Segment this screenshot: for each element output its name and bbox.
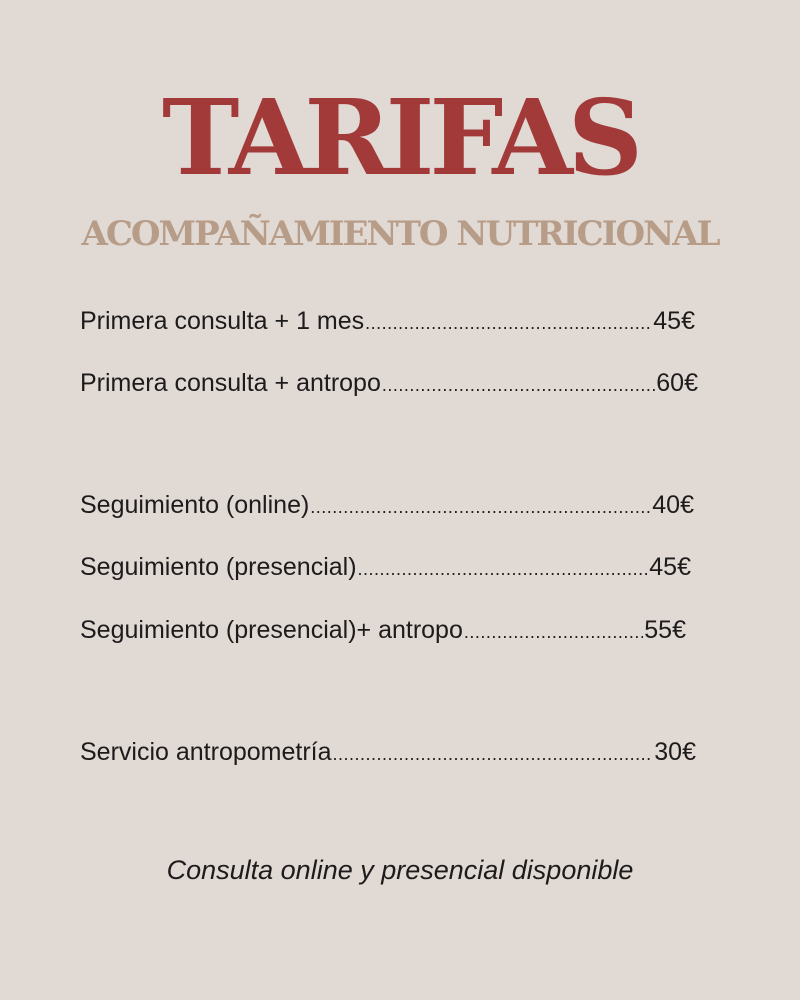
price-item-value: 45€: [653, 307, 695, 335]
price-item: [80, 359, 698, 399]
price-item-label: Seguimiento (presencial): [80, 553, 357, 581]
price-item: [80, 297, 695, 337]
price-item-value: 55€: [644, 616, 686, 644]
price-item-value: 30€: [654, 738, 696, 766]
price-item: [80, 606, 686, 646]
price-item-value: 60€: [656, 369, 698, 397]
dot-leader: [365, 305, 652, 337]
price-item-value: 45€: [649, 553, 691, 581]
price-item-label: Servicio antropometría: [80, 738, 332, 766]
page-title: TARIFAS: [161, 76, 638, 199]
page-subtitle: ACOMPAÑAMIENTO NUTRICIONAL: [81, 214, 719, 254]
availability-note: Consulta online y presencial disponible: [166, 855, 634, 885]
price-item-label: Primera consulta + antropo: [80, 369, 381, 397]
price-item-label: Seguimiento (online): [80, 491, 310, 519]
price-item: [80, 728, 696, 768]
price-item: [80, 481, 694, 521]
price-item: [80, 543, 691, 583]
price-item-label: Seguimiento (presencial)+ antropo: [80, 616, 463, 644]
price-item-value: 40€: [652, 491, 694, 519]
price-item-label: Primera consulta + 1 mes: [80, 307, 365, 335]
dot-leader: [382, 367, 655, 399]
dot-leader: [464, 614, 643, 646]
dot-leader: [310, 489, 651, 521]
dot-leader: [358, 551, 649, 583]
dot-leader: [333, 736, 654, 768]
